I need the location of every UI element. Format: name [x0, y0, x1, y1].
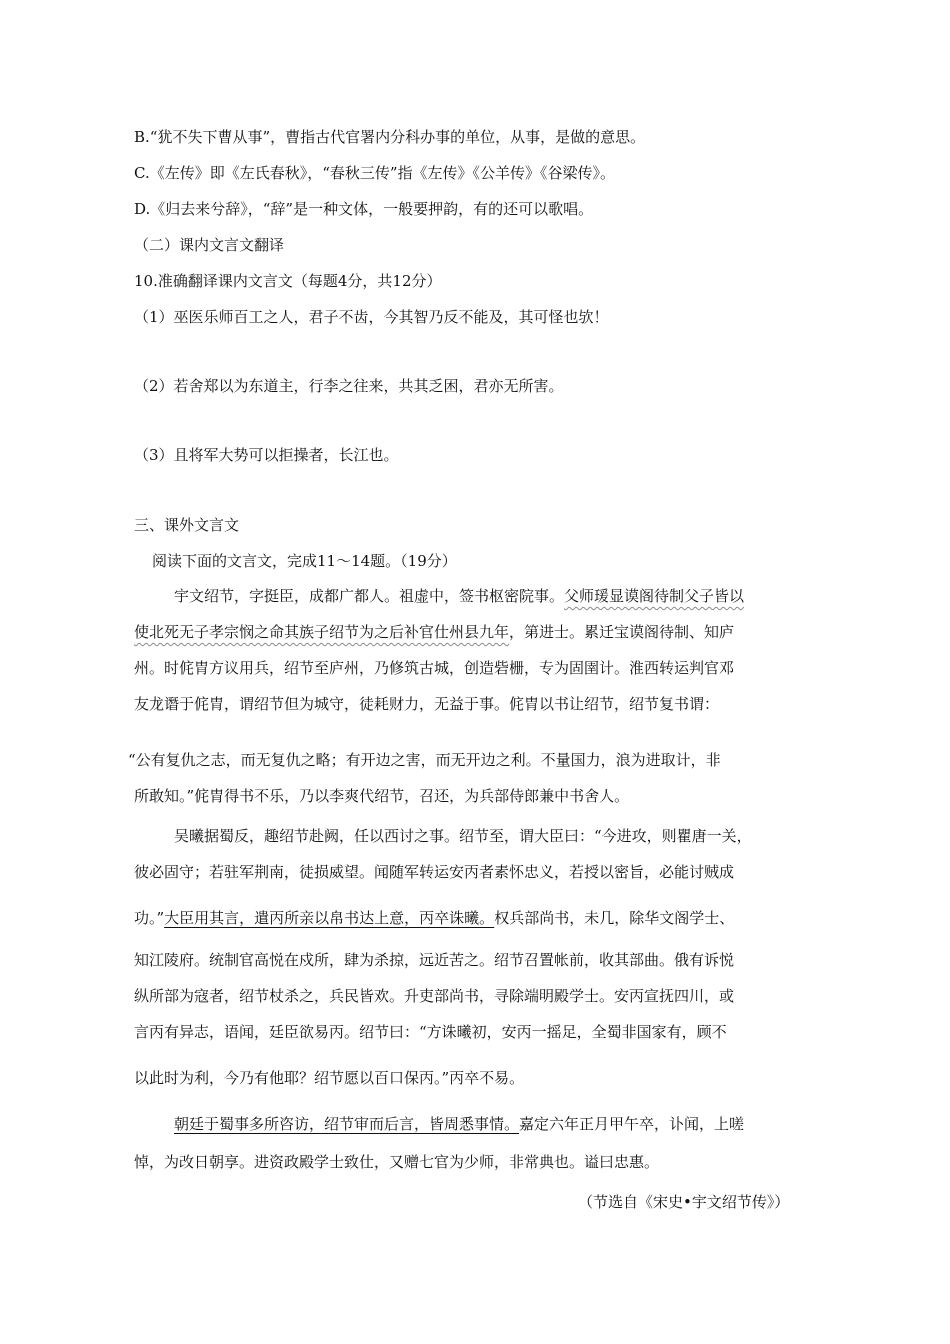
passage-p2-line-1: 吴曦据蜀反，趣绍节赴阙，任以西讨之事。绍节至，谓大臣曰：“今进攻，则瞿唐一关，: [174, 827, 752, 845]
passage-p2-line-6: 言丙有异志，语闻，廷臣欲易丙。绍节曰：“方诛曦初，安丙一摇足，全蜀非国家有，顾不: [134, 1023, 727, 1041]
passage-p2-line-7: 以此时为利，今乃有他耶？绍节愿以百口保丙。”丙卒不易。: [134, 1069, 525, 1087]
passage-p1-line-3: 州。时侂胄方议用兵，绍节至庐州，乃修筑古城，创造砦栅，专为固圉计。淮西转运判官邓: [134, 659, 735, 677]
passage-source: （节选自《宋史•宇文绍节传》）: [578, 1193, 790, 1211]
translation-item-2: （2）若舍郑以为东道主，行李之往来，共其乏困，君亦无所害。: [134, 377, 564, 395]
section2-heading: （二）课内文言文翻译: [134, 236, 285, 254]
passage-p2-line-3: [134, 908, 734, 928]
passage-text: 宇文绍节，字挺臣，成都广都人。祖虚中，签书枢密院事。: [174, 587, 565, 605]
passage-p1-line-6: 所敢知。”侂胄得书不乐，乃以李爽代绍节，召还，为兵部侍郎兼中书舍人。: [134, 787, 630, 805]
passage-text: ，第进士。累迁宝谟阁待制、知庐: [509, 623, 735, 641]
section3-heading: 三、课外文言文: [134, 516, 240, 534]
passage-text: 功。”: [134, 909, 165, 927]
passage-p2-line-2: 彼必固守；若驻军荆南，徒损威望。闻随军转运安丙者素怀忠义，若授以密旨，必能讨贼成: [134, 863, 735, 881]
passage-p1-line-1: [174, 586, 744, 606]
wavy-underlined-text: 父师瑗显谟阁待制父子皆以: [564, 587, 745, 605]
option-c: C.《左传》即《左氏春秋》，“春秋三传”指《左传》《公羊传》《谷梁传》。: [134, 164, 616, 182]
passage-text: 嘉定六年正月甲午卒，讣闻，上嗟: [519, 1115, 745, 1133]
passage-p2-line-5: 纵所部为寇者，绍节杖杀之，兵民皆欢。升吏部尚书，寻除端明殿学士。安丙宣抚四川，或: [134, 987, 735, 1005]
option-b: B.“犹不失下曹从事”，曹指古代官署内分科办事的单位，从事，是做的意思。: [134, 128, 646, 146]
reading-instruction: 阅读下面的文言文，完成11～14题。（19分）: [152, 552, 457, 570]
passage-p3-line-1: [174, 1114, 744, 1134]
passage-p3-line-2: 悼，为改日朝享。进资政殿学士致仕，又赠七官为少师，非常典也。谥曰忠惠。: [134, 1153, 660, 1171]
underlined-sentence: 朝廷于蜀事多所咨访，绍节审而后言，皆周悉事情。: [174, 1115, 520, 1133]
passage-text: 权兵部尚书，未几，除华文阁学士、: [494, 909, 735, 927]
passage-p1-line-4: 友龙谮于侂胄，谓绍节但为城守，徒耗财力，无益于事。侂胄以书让绍节，绍节复书谓：: [134, 695, 720, 713]
underlined-sentence: 大臣用其言，遣丙所亲以帛书达上意，丙卒诛曦。: [164, 909, 495, 927]
passage-p1-line-2: [134, 622, 734, 642]
option-d: D.《归去来兮辞》，“辞”是一种文体，一般要押韵，有的还可以歌唱。: [134, 200, 594, 218]
wavy-underlined-text: 使北死无子孝宗悯之命其族子绍节为之后补官仕州县九年: [134, 623, 510, 641]
translation-item-1: （1）巫医乐师百工之人，君子不齿，今其智乃反不能及，其可怪也欤！: [134, 308, 609, 326]
translation-item-3: （3）且将军大势可以拒操者，长江也。: [134, 446, 399, 464]
passage-p1-line-5: “公有复仇之志，而无复仇之略；有开边之害，而无开边之利。不量国力，浪为进取计，非: [128, 751, 721, 769]
passage-p2-line-4: 知江陵府。统制官高悦在戍所，肆为杀掠，远近苦之。绍节召置帐前，收其部曲。俄有诉悦: [134, 951, 735, 969]
question-10: 10.准确翻译课内文言文（每题4分，共12分）: [134, 272, 442, 290]
